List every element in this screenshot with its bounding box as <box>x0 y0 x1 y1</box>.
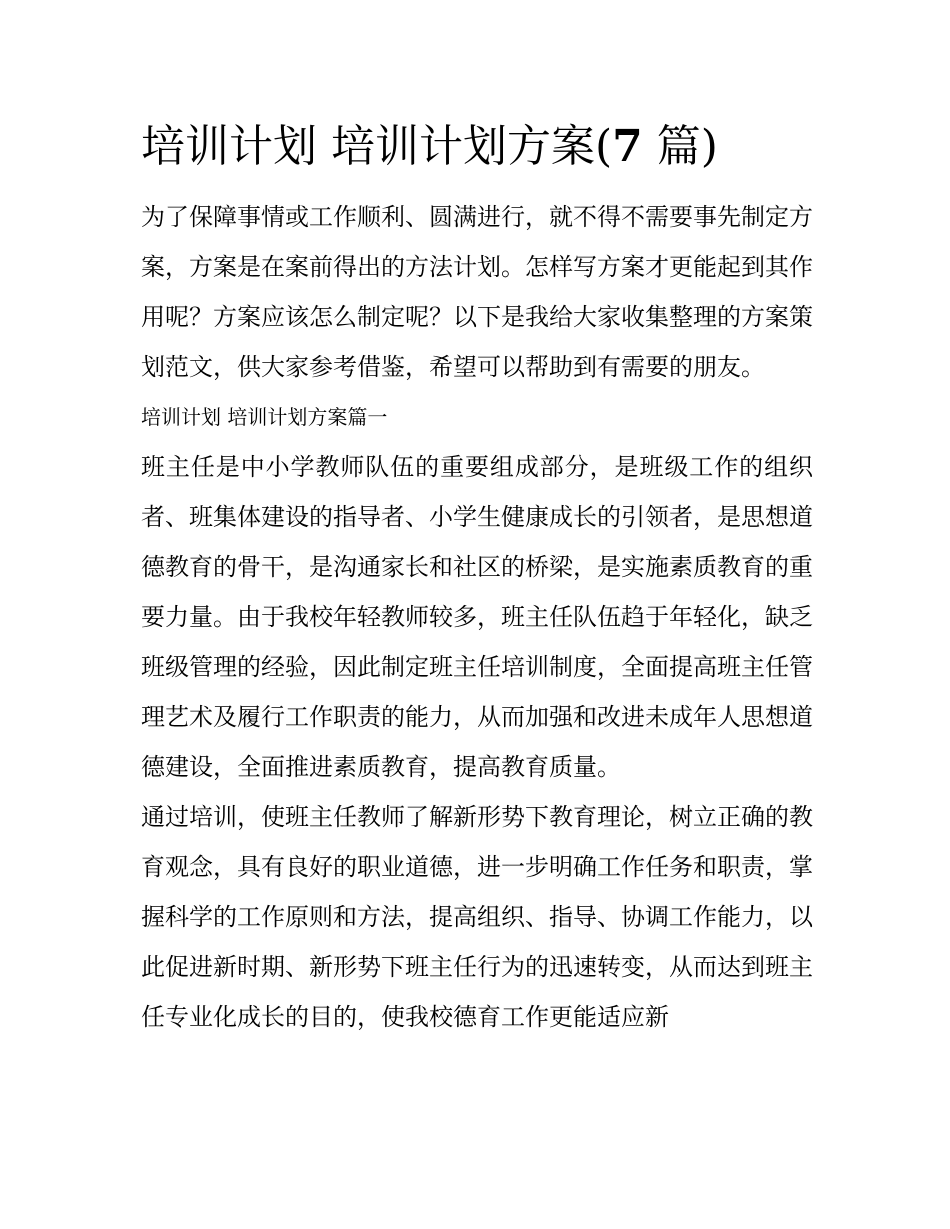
section-paragraph-2: 通过培训，使班主任教师了解新形势下教育理论，树立正确的教育观念，具有良好的职业道德，进一步明确工作任务和职责，掌握科学的工作原则和方法，提高组织、指导、协调工作能力，以此促进新时期、新形势下班主任行为的迅速转变，从而达到班主任专业化成长的目的，使我校德育工作更能适应新 <box>141 803 813 1031</box>
title-number: 7 <box>612 121 643 172</box>
section-heading: 培训计划 培训计划方案篇一 <box>141 405 388 429</box>
document-page <box>141 112 813 1042</box>
document-title <box>141 112 813 182</box>
section-paragraph-1: 班主任是中小学教师队伍的重要组成部分，是班级工作的组织者、班集体建设的指导者、小学生健康成长的引领者，是思想道德教育的骨干，是沟通家长和社区的桥梁，是实施素质教育的重要力量。由于我校年轻教师较多，班主任队伍趋于年轻化，缺乏班级管理的经验，因此制定班主任培训制度，全面提高班主任管理艺术及履行工作职责的能力，从而加强和改进未成年人思想道德建设，全面推进素质教育，提高教育质量。 <box>141 453 813 781</box>
title-tail-text: 篇) <box>642 121 718 172</box>
title-main-text: 培训计划 培训计划方案( <box>141 121 613 172</box>
intro-paragraph: 为了保障事情或工作顺利、圆满进行，就不得不需要事先制定方案，方案是在案前得出的方法计划。怎样写方案才更能起到其作用呢？方案应该怎么制定呢？以下是我给大家收集整理的方案策划范文，供大家参考借鉴，希望可以帮助到有需要的朋友。 <box>141 203 813 381</box>
